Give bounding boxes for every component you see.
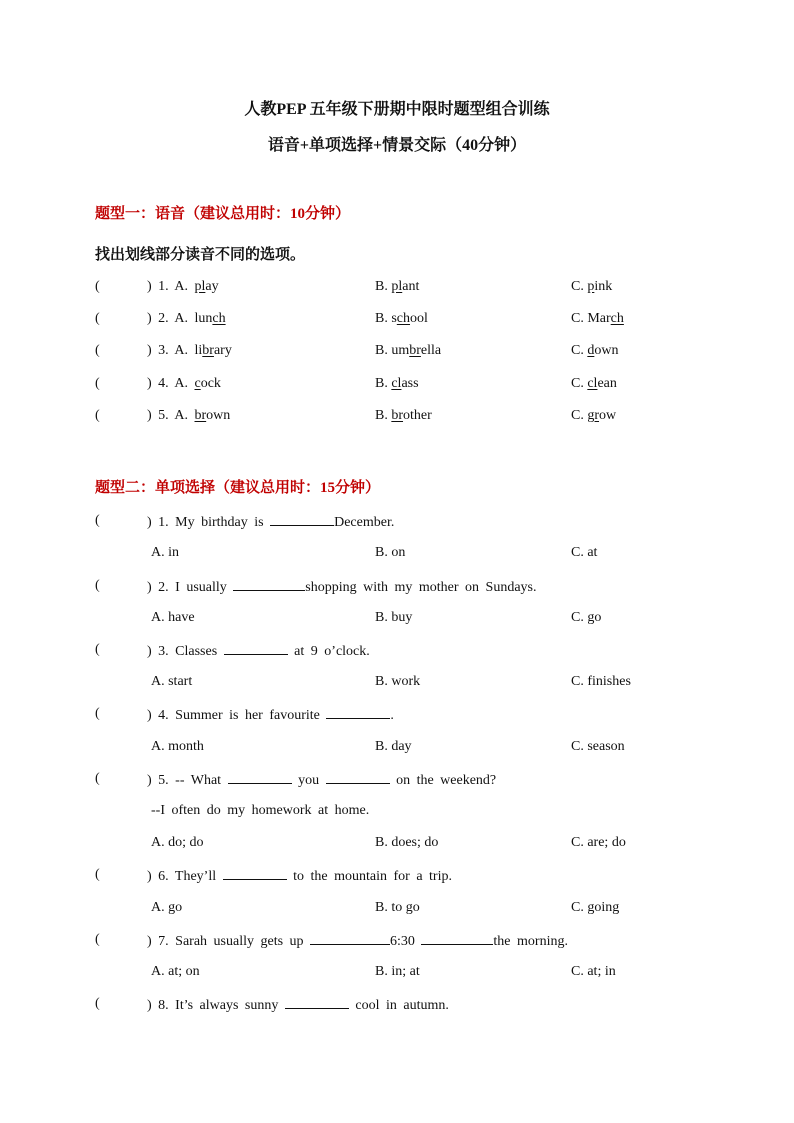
option-a: cock: [194, 376, 221, 391]
choice-options-row: [0, 739, 794, 759]
option-a[interactable]: A. month: [151, 739, 204, 754]
option-b[interactable]: B. buy: [375, 610, 413, 625]
section2-heading: 题型二：单项选择（建议总用时：15分钟）: [95, 480, 381, 496]
question-number: ) 2. A. lunch: [147, 311, 226, 326]
question-number: ) 3. A. library: [147, 343, 232, 358]
choice-question-row: [0, 996, 794, 1016]
choice-options-row: [0, 835, 794, 855]
underlined-letters: ch: [396, 311, 411, 326]
option-b: B. brother: [375, 408, 432, 423]
choice-options-row: [0, 900, 794, 920]
answer-paren-open: (: [95, 343, 100, 358]
question-text: ) 1. My birthday is December.: [147, 515, 395, 530]
choice-options-row: [0, 964, 794, 984]
answer-paren-open: (: [95, 408, 100, 423]
underlined-letters: cl: [391, 376, 402, 391]
underlined-letters: pl: [391, 279, 403, 294]
answer-paren-open: (: [95, 996, 100, 1011]
phonics-question-row: [0, 311, 794, 331]
choice-question-row: [0, 771, 794, 791]
dialogue-answer-line: [0, 803, 794, 823]
section1-instruction: 找出划线部分读音不同的选项。: [95, 247, 306, 263]
question-text: ) 4. Summer is her favourite .: [147, 708, 394, 723]
underlined-letters: ch: [212, 311, 226, 326]
choice-question-row: [0, 642, 794, 662]
answer-paren-open: (: [95, 642, 100, 657]
underlined-letters: gr: [587, 408, 600, 423]
answer-paren-open: (: [95, 513, 100, 528]
question-number: ) 4. A. cock: [147, 376, 221, 391]
option-c[interactable]: C. are; do: [571, 835, 626, 850]
answer-blank[interactable]: [285, 996, 349, 1009]
question-number: ) 1. A. play: [147, 279, 219, 294]
option-c[interactable]: C. season: [571, 739, 625, 754]
answer-blank[interactable]: [326, 706, 390, 719]
option-a: library: [194, 343, 232, 358]
question-text: ) 2. I usually shopping with my mother on Sundays.: [147, 580, 537, 595]
underlined-letters: ch: [610, 311, 624, 326]
answer-paren-open: (: [95, 578, 100, 593]
option-c: C. down: [571, 343, 619, 358]
answer-blank[interactable]: [228, 771, 292, 784]
answer-blank[interactable]: [233, 578, 305, 591]
option-a[interactable]: A. in: [151, 545, 179, 560]
answer-blank[interactable]: [326, 771, 390, 784]
answer-paren-open: (: [95, 867, 100, 882]
option-c[interactable]: C. go: [571, 610, 602, 625]
answer-blank[interactable]: [224, 642, 288, 655]
option-a[interactable]: A. go: [151, 900, 183, 915]
answer-paren-open: (: [95, 279, 100, 294]
question-text: ) 5. -- What you on the weekend?: [147, 773, 497, 788]
option-b: B. school: [375, 311, 428, 326]
option-c[interactable]: C. going: [571, 900, 620, 915]
option-a: play: [194, 279, 219, 294]
choice-question-row: [0, 932, 794, 952]
dialogue-text: --I often do my homework at home.: [151, 803, 370, 818]
choice-question-row: [0, 513, 794, 533]
choice-question-row: [0, 867, 794, 887]
question-text: ) 7. Sarah usually gets up 6:30 the morning.: [147, 934, 568, 949]
underlined-letters: br: [391, 408, 404, 423]
answer-blank[interactable]: [270, 513, 334, 526]
option-a[interactable]: A. have: [151, 610, 195, 625]
option-b[interactable]: B. to go: [375, 900, 420, 915]
option-b[interactable]: B. work: [375, 674, 421, 689]
underlined-letters: pl: [194, 279, 206, 294]
underlined-letters: c: [194, 376, 201, 391]
underlined-letters: br: [202, 343, 214, 358]
choice-options-row: [0, 674, 794, 694]
option-b: B. class: [375, 376, 419, 391]
option-a: lunch: [194, 311, 226, 326]
phonics-question-row: [0, 279, 794, 299]
option-c[interactable]: C. finishes: [571, 674, 631, 689]
option-b: B. plant: [375, 279, 420, 294]
question-number: ) 5. A. brown: [147, 408, 231, 423]
page-title: 人教PEP 五年级下册期中限时题型组合训练: [244, 101, 550, 118]
option-a[interactable]: A. at; on: [151, 964, 200, 979]
page-subtitle: 语音+单项选择+情景交际（40分钟）: [267, 137, 527, 154]
phonics-question-row: [0, 376, 794, 396]
question-text: ) 6. They’ll to the mountain for a trip.: [147, 869, 452, 884]
option-c[interactable]: C. at; in: [571, 964, 616, 979]
phonics-question-row: [0, 408, 794, 428]
underlined-letters: cl: [587, 376, 598, 391]
underlined-letters: br: [409, 343, 421, 358]
answer-blank[interactable]: [421, 932, 493, 945]
option-b[interactable]: B. day: [375, 739, 412, 754]
choice-question-row: [0, 578, 794, 598]
choice-options-row: [0, 610, 794, 630]
answer-blank[interactable]: [310, 932, 390, 945]
option-b[interactable]: B. on: [375, 545, 406, 560]
choice-question-row: [0, 706, 794, 726]
answer-paren-open: (: [95, 771, 100, 786]
underlined-letters: br: [194, 408, 207, 423]
answer-paren-open: (: [95, 376, 100, 391]
option-c[interactable]: C. at: [571, 545, 598, 560]
option-c: C. clean: [571, 376, 617, 391]
option-a[interactable]: A. do; do: [151, 835, 204, 850]
underlined-letters: d: [587, 343, 595, 358]
option-a[interactable]: A. start: [151, 674, 193, 689]
answer-paren-open: (: [95, 311, 100, 326]
choice-options-row: [0, 545, 794, 565]
option-b[interactable]: B. in; at: [375, 964, 420, 979]
option-a: brown: [194, 408, 231, 423]
underlined-letters: p: [587, 279, 595, 294]
answer-paren-open: (: [95, 706, 100, 721]
option-c: C. pink: [571, 279, 613, 294]
option-c: C. grow: [571, 408, 617, 423]
option-c: C. March: [571, 311, 624, 326]
option-b[interactable]: B. does; do: [375, 835, 439, 850]
question-text: ) 3. Classes at 9 o’clock.: [147, 644, 370, 659]
phonics-question-row: [0, 343, 794, 363]
section1-heading: 题型一：语音（建议总用时：10分钟）: [95, 206, 351, 222]
answer-paren-open: (: [95, 932, 100, 947]
question-text: ) 8. It’s always sunny cool in autumn.: [147, 998, 449, 1013]
option-b: B. umbrella: [375, 343, 442, 358]
answer-blank[interactable]: [223, 867, 287, 880]
